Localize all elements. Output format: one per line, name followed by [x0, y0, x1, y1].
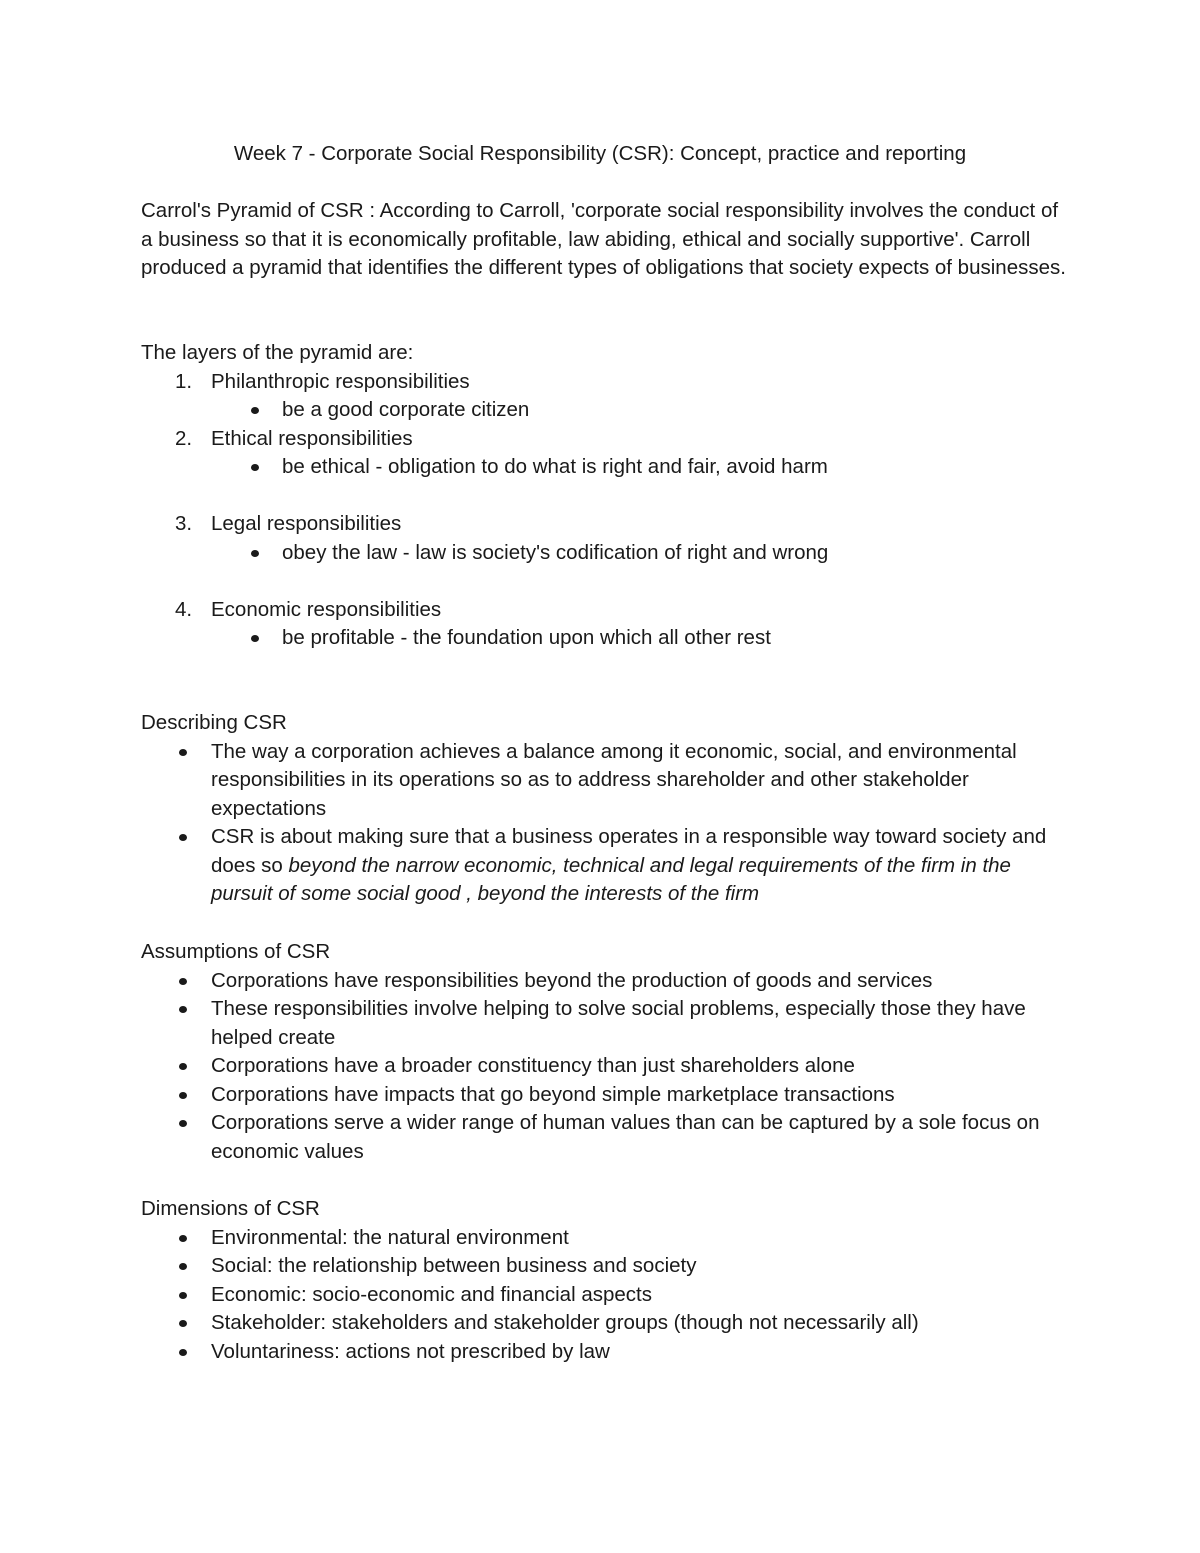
dimensions-heading: Dimensions of CSR — [141, 1197, 320, 1220]
list-item — [141, 1338, 1071, 1367]
bullet-icon — [179, 1263, 187, 1270]
list-item-text: Corporations have responsibilities beyond the production of goods and services — [211, 968, 933, 992]
list-item-text: These responsibilities involve helping to solve social problems, especially those they have helped create — [211, 997, 1026, 1049]
bullet-icon — [251, 407, 259, 414]
layer-detail-item — [141, 453, 1071, 482]
layer-detail-item — [141, 539, 1071, 568]
list-item-text: The way a corporation achieves a balance among it economic, social, and environmental responsibilities in its operations so as to address shareholder and other stakeholder expectations — [211, 739, 1017, 820]
dimensions-section — [141, 1195, 1071, 1366]
layer-label: Ethical responsibilities — [211, 426, 413, 450]
bullet-icon — [251, 635, 259, 642]
bullet-icon — [179, 1235, 187, 1242]
list-item — [141, 967, 1071, 996]
layer-detail: be a good corporate citizen — [282, 398, 530, 421]
bullet-icon — [179, 1349, 187, 1356]
intro-section — [141, 197, 1071, 283]
list-item — [141, 1309, 1071, 1338]
list-item-text: Social: the relationship between business and society — [211, 1254, 697, 1277]
list-item-text: Corporations have a broader constituency than just shareholders alone — [211, 1054, 855, 1077]
list-item — [141, 1109, 1071, 1166]
bullet-icon — [179, 1063, 187, 1070]
layer-number: 3. — [175, 512, 193, 535]
bullet-icon — [179, 978, 187, 985]
bullet-icon — [251, 550, 259, 557]
list-item-text: Corporations have impacts that go beyond simple marketplace transactions — [211, 1082, 895, 1106]
bullet-icon — [179, 1292, 187, 1299]
describing-heading: Describing CSR — [141, 711, 287, 734]
list-item — [141, 1252, 1071, 1281]
bullet-icon — [179, 749, 187, 756]
layers-heading: The layers of the pyramid are: — [141, 341, 414, 364]
list-item-text: Environmental: the natural environment — [211, 1225, 569, 1249]
bullet-icon — [251, 464, 259, 471]
layer-item — [141, 596, 1071, 625]
layer-detail: be ethical - obligation to do what is right and fair, avoid harm — [282, 455, 828, 478]
list-item-text: CSR is about making sure that a business operates in a responsible way toward society and does so — [211, 825, 1047, 877]
list-item-text: Corporations serve a wider range of human values than can be captured by a sole focus on economic values — [211, 1111, 1040, 1163]
layer-label: Economic responsibilities — [211, 597, 442, 621]
layer-detail-item — [141, 396, 1071, 425]
pyramid-layers-section — [141, 339, 1071, 653]
list-item — [141, 1052, 1071, 1081]
list-item — [141, 995, 1071, 1052]
describing-section — [141, 709, 1071, 909]
layer-label: Legal responsibilities — [211, 512, 402, 535]
bullet-icon — [179, 1006, 187, 1013]
assumptions-section — [141, 938, 1071, 1166]
list-item — [141, 1081, 1071, 1110]
assumptions-heading: Assumptions of CSR — [141, 940, 331, 963]
layer-item — [141, 368, 1071, 397]
list-item — [141, 1281, 1071, 1310]
list-item-text: Voluntariness: actions not prescribed by law — [211, 1339, 610, 1363]
document-title: Week 7 - Corporate Social Responsibility (CSR): Concept, practice and reporting — [233, 142, 967, 165]
bullet-icon — [179, 1092, 187, 1099]
layer-detail: be profitable - the foundation upon which all other rest — [282, 626, 771, 649]
bullet-icon — [179, 834, 187, 841]
layer-detail-item — [141, 624, 1071, 653]
list-item — [141, 1224, 1071, 1253]
layer-number: 1. — [175, 369, 193, 393]
intro-paragraph: Carrol's Pyramid of CSR : According to Carroll, 'corporate social responsibility involves the conduct of a business so that it is economically profitable, law abiding, ethical and socially supportive'. Carroll produced a pyramid that identifies the different types of obligations that society expects of businesses. — [141, 199, 1066, 279]
list-item-emphasis: beyond the narrow economic, technical and legal requirements of the firm in the pursuit of some social good , beyond the interests of the firm — [211, 853, 1011, 905]
list-item — [141, 823, 1071, 909]
layer-item — [141, 510, 1071, 539]
layer-label: Philanthropic responsibilities — [211, 369, 470, 393]
layer-item — [141, 425, 1071, 454]
layer-detail: obey the law - law is society's codification of right and wrong — [282, 540, 829, 564]
bullet-icon — [179, 1120, 187, 1127]
list-item — [141, 738, 1071, 824]
list-item-text: Stakeholder: stakeholders and stakeholder groups (though not necessarily all) — [211, 1311, 919, 1334]
bullet-icon — [179, 1320, 187, 1327]
layer-number: 4. — [175, 597, 193, 621]
list-item-text: Economic: socio-economic and financial aspects — [211, 1282, 652, 1306]
layer-number: 2. — [175, 426, 193, 450]
